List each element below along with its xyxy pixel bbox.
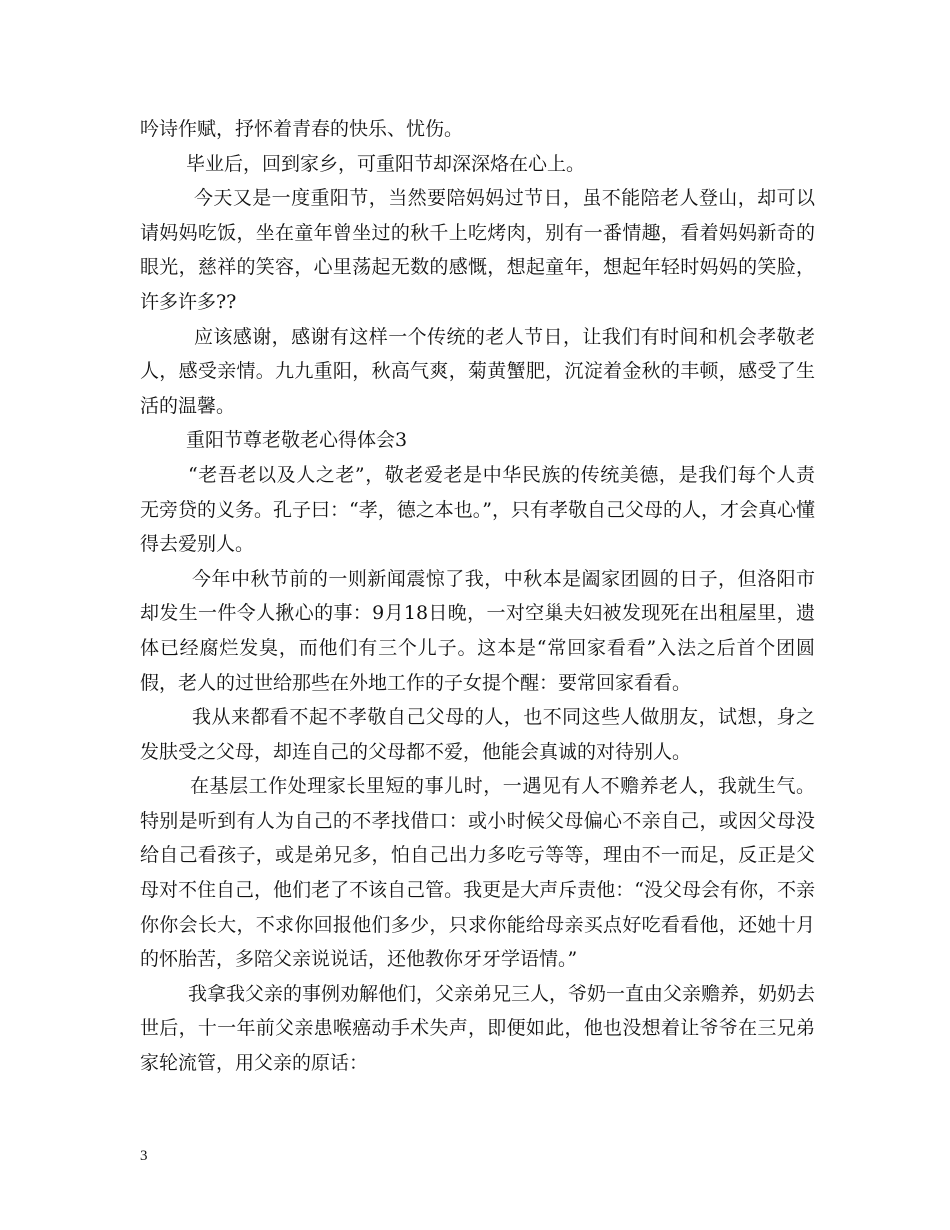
paragraph-1: 吟诗作赋，抒怀着青春的快乐、忧伤。	[140, 118, 464, 140]
paragraph-7: 我从来都看不起不孝敬自己父母的人，也不同这些人做朋友，试想，身之发肤受之父母，却连自己的父母都不爱，他能会真诚的对待别人。	[140, 706, 815, 763]
document-body	[140, 112, 815, 1081]
page-number: 3	[140, 1148, 148, 1164]
paragraph-6: 今年中秋节前的一则新闻震惊了我，中秋本是阖家团圆的日子，但洛阳市却发生一件令人揪心的事：9月18日晚，一对空巢夫妇被发现死在出租屋里，遗体已经腐烂发臭，而他们有三个儿子。这本是“常回家看看”入法之后首个团圆假，老人的过世给那些在外地工作的子女提个醒：要常回家看看。	[140, 567, 815, 694]
paragraph-2: 毕业后，回到家乡，可重阳节却深深烙在心上。	[186, 152, 586, 175]
paragraph-8: 在基层工作处理家长里短的事儿时，一遇见有人不赡养老人，我就生气。特别是听到有人为自己的不孝找借口：或小时候父母偏心不亲自己，或因父母没给自己看孩子，或是弟兄多，怕自己出力多吃亏等等，理由不一而足，反正是父母对不住自己，他们老了不该自己管。我更是大声斥责他：“没父母会有你，不亲你你会长大，不求你回报他们多少，只求你能给母亲买点好吃看看他，还她十月的怀胎苦，多陪父亲说说话，还他教你牙牙学语情。”	[140, 775, 815, 971]
paragraph-9: 我拿我父亲的事例劝解他们，父亲弟兄三人，爷奶一直由父亲赡养，奶奶去世后，十一年前父亲患喉癌动手术失声，即便如此，他也没想着让爷爷在三兄弟家轮流管，用父亲的原话：	[140, 982, 816, 1075]
paragraph-4: 应该感谢，感谢有这样一个传统的老人节日，让我们有时间和机会孝敬老人，感受亲情。九九重阳，秋高气爽，菊黄蟹肥，沉淀着金秋的丰顿，感受了生活的温馨。	[140, 325, 815, 417]
paragraph-5: “老吾老以及人之老”，敬老爱老是中华民族的传统美德，是我们每个人责无旁贷的义务。孔子曰：“孝，德之本也。”，只有孝敬自己父母的人，才会真心懂得去爱别人。	[140, 463, 815, 556]
paragraph-3: 今天又是一度重阳节，当然要陪妈妈过节日，虽不能陪老人登山，却可以请妈妈吃饭，坐在童年曾坐过的秋千上吃烤肉，别有一番情趣，看着妈妈新奇的眼光，慈祥的笑容，心里荡起无数的感慨，想起童年，想起年轻时妈妈的笑脸，许多许多??	[140, 187, 815, 313]
section-heading: 重阳节尊老敬老心得体会3	[186, 429, 408, 452]
